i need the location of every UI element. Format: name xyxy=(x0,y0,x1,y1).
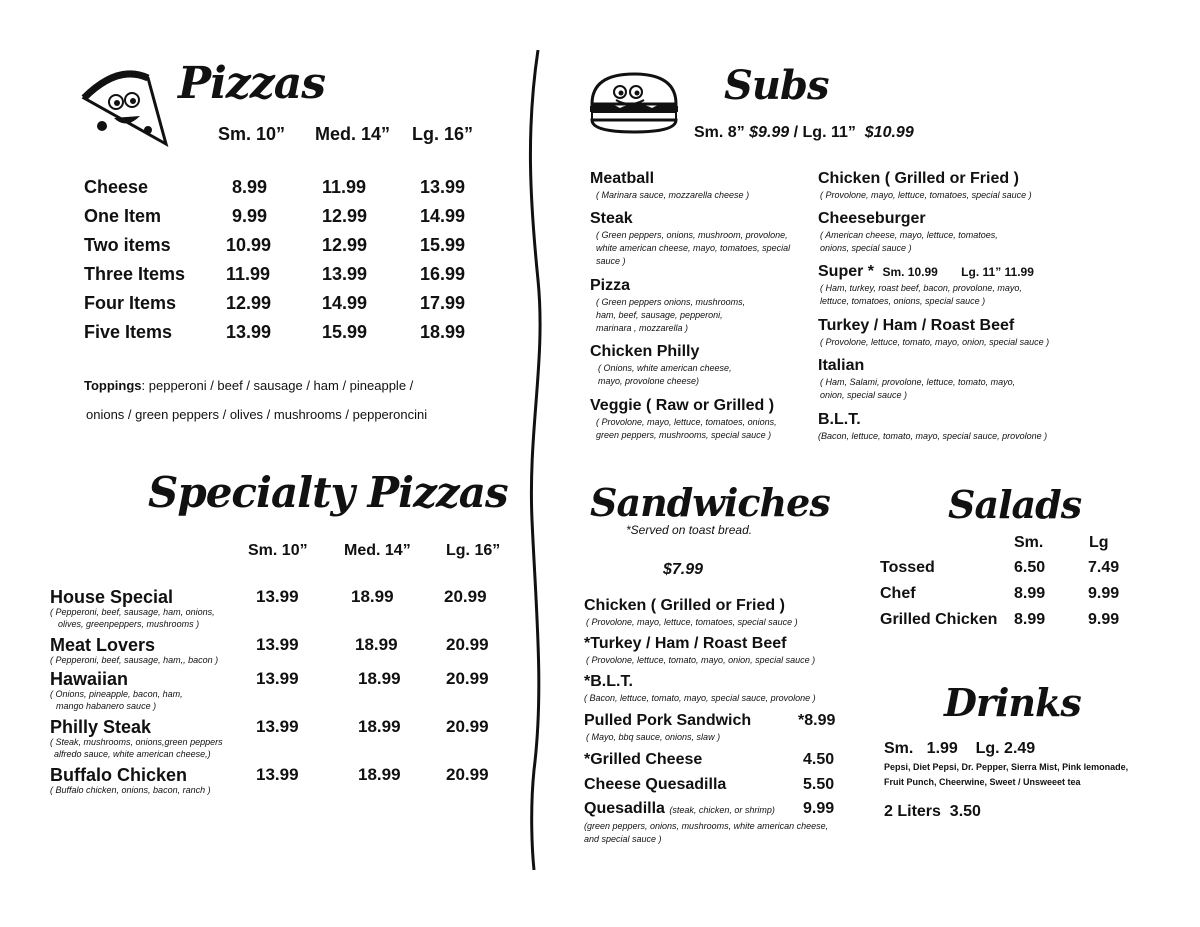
sub-item-name: B.L.T. xyxy=(818,411,861,428)
sub-item-name: Turkey / Ham / Roast Beef xyxy=(818,317,1015,334)
specialty-row-desc: alfredo sauce, white american cheese,) xyxy=(54,749,211,759)
specialty-row-sm: 13.99 xyxy=(256,635,299,654)
pizza-row-sm: 12.99 xyxy=(226,293,272,313)
sandwich-item-desc: (green peppers, onions, mushrooms, white american cheese, and special sauce ) xyxy=(584,821,829,844)
specialty-row-name: Hawaiian xyxy=(50,669,129,689)
pizza-row-name: Cheese xyxy=(84,177,149,197)
pizza-row-lg: 14.99 xyxy=(420,206,466,226)
sub-item-name: Steak xyxy=(590,210,633,227)
drinks-list-2: Fruit Punch, Cheerwine, Sweet / Unsweeet tea xyxy=(884,777,1081,787)
salads-title: Salads xyxy=(948,482,1082,527)
drinks-title: Drinks xyxy=(944,680,1081,725)
salad-row-sm: 8.99 xyxy=(1014,585,1046,602)
sandwich-item-name: *B.L.T. xyxy=(584,673,633,690)
drinks-two-liters: 2 Liters 3.50 xyxy=(884,803,981,820)
specialty-row-name: Buffalo Chicken xyxy=(50,765,188,785)
subs-lg-label: / Lg. 11” xyxy=(793,124,856,141)
specialty-row-name: Philly Steak xyxy=(50,717,152,737)
sub-item-desc: ( Ham, Salami, provolone, lettuce, tomato, mayo, onion, special sauce ) xyxy=(820,377,1016,400)
pizza-row-name: Two items xyxy=(84,235,171,255)
salad-row-lg: 9.99 xyxy=(1088,611,1120,628)
pizzas-size-sm: Sm. 10” xyxy=(218,124,286,144)
pizza-row-name: One Item xyxy=(84,206,162,226)
sub-item-extra-price: Sm. 10.99 Lg. 11” 11.99 xyxy=(882,265,1034,279)
specialty-row-desc: ( Buffalo chicken, onions, bacon, ranch ) xyxy=(50,785,211,795)
sub-item-name: Chicken ( Grilled or Fried ) xyxy=(818,170,1019,187)
specialty-row-lg: 20.99 xyxy=(446,669,489,688)
sub-item-desc: (Bacon, lettuce, tomato, mayo, special sauce, provolone ) xyxy=(818,431,1048,441)
column-divider xyxy=(520,50,550,870)
sub-item-desc: ( Ham, turkey, roast beef, bacon, provolone, mayo, lettuce, tomatoes, onions, special sauce ) xyxy=(820,283,1022,306)
sub-item-name: Veggie ( Raw or Grilled ) xyxy=(590,397,775,414)
sub-item-desc: ( Marinara sauce, mozzarella cheese ) xyxy=(596,190,750,200)
salad-row-name: Grilled Chicken xyxy=(880,611,998,628)
pizza-row-sm: 8.99 xyxy=(232,177,268,197)
pizzas-size-med: Med. 14” xyxy=(315,124,391,144)
drinks-prices: Sm. 1.99 Lg. 2.49 xyxy=(884,740,1036,757)
sandwich-item-quesadilla xyxy=(584,800,775,818)
pizza-row-med: 11.99 xyxy=(322,177,367,197)
sandwich-item-name: Pulled Pork Sandwich xyxy=(584,712,752,729)
sandwich-item-name: *Grilled Cheese xyxy=(584,751,703,768)
pizza-row-med: 12.99 xyxy=(322,206,368,226)
sandwich-item-name: Cheese Quesadilla xyxy=(584,776,727,793)
subs-title: Subs xyxy=(724,62,829,109)
sandwich-item-price: 4.50 xyxy=(803,751,835,768)
pizza-row-lg: 13.99 xyxy=(420,177,466,197)
pizza-row-med: 12.99 xyxy=(322,235,368,255)
sandwich-item-price: *8.99 xyxy=(798,712,836,729)
pizza-row-med: 13.99 xyxy=(322,264,368,284)
subs-sm-label: Sm. 8” xyxy=(694,124,745,141)
sandwiches-title: Sandwiches xyxy=(590,480,830,525)
subs-price-line xyxy=(694,124,914,142)
specialty-row-med: 18.99 xyxy=(355,635,398,654)
specialty-row-desc: olives, greenpeppers, mushrooms ) xyxy=(58,619,200,629)
sandwich-item-desc: ( Provolone, mayo, lettuce, tomatoes, special sauce ) xyxy=(586,617,798,627)
specialty-row-sm: 13.99 xyxy=(256,669,299,688)
pizza-row-sm: 10.99 xyxy=(226,235,272,255)
sandwich-item-inline: (steak, chicken, or shrimp) xyxy=(669,805,775,815)
salad-row-name: Tossed xyxy=(880,559,935,576)
specialty-row-sm: 13.99 xyxy=(256,765,299,784)
specialty-row-med: 18.99 xyxy=(358,717,401,736)
pizza-row-name: Five Items xyxy=(84,322,173,342)
salads-size-sm: Sm. xyxy=(1014,534,1044,551)
specialty-row-med: 18.99 xyxy=(351,587,394,606)
sub-item-name: Super * xyxy=(818,263,875,280)
salad-row-name: Chef xyxy=(880,585,916,602)
sub-item-desc: ( Provolone, lettuce, tomato, mayo, onion, special sauce ) xyxy=(820,337,1050,347)
sub-item-name: Meatball xyxy=(590,170,655,187)
toppings-line-1 xyxy=(84,378,413,393)
specialty-row-sm: 13.99 xyxy=(256,717,299,736)
sub-item-name: Pizza xyxy=(590,277,631,294)
specialty-size-lg: Lg. 16” xyxy=(446,542,501,559)
sandwiches-price: $7.99 xyxy=(663,561,704,578)
specialty-row-med: 18.99 xyxy=(358,669,401,688)
sandwich-item-name: Chicken ( Grilled or Fried ) xyxy=(584,597,785,614)
subs-lg-price: $10.99 xyxy=(864,124,914,141)
sandwich-item-price: 5.50 xyxy=(803,776,835,793)
sandwich-item-desc: ( Mayo, bbq sauce, onions, slaw ) xyxy=(586,732,721,742)
sub-item-desc: ( Provolone, mayo, lettuce, tomatoes, special sauce ) xyxy=(820,190,1032,200)
specialty-row-desc: ( Onions, pineapple, bacon, ham, xyxy=(50,689,183,699)
specialty-title: Specialty Pizzas xyxy=(148,468,508,517)
sandwiches-note: *Served on toast bread. xyxy=(626,523,753,537)
pizza-row-lg: 15.99 xyxy=(420,235,466,255)
specialty-row-desc: ( Pepperoni, beef, sausage, ham,, bacon ) xyxy=(50,655,219,665)
sub-item-super xyxy=(818,263,1034,281)
pizza-row-sm: 13.99 xyxy=(226,322,272,342)
specialty-row-lg: 20.99 xyxy=(446,635,489,654)
sub-item-desc: ( Provolone, mayo, lettuce, tomatoes, onions, green peppers, mushrooms, special sauce ) xyxy=(596,417,777,440)
specialty-row-sm: 13.99 xyxy=(256,587,299,606)
pizza-row-med: 14.99 xyxy=(322,293,368,313)
subs-sm-price: $9.99 xyxy=(749,124,790,141)
salad-row-sm: 8.99 xyxy=(1014,611,1046,628)
salad-row-lg: 9.99 xyxy=(1088,585,1120,602)
sandwich-item-desc: ( Provolone, lettuce, tomato, mayo, onion, special sauce ) xyxy=(586,655,816,665)
specialty-row-name: House Special xyxy=(50,587,174,607)
pizza-slice-icon xyxy=(78,68,174,158)
pizza-row-sm: 11.99 xyxy=(226,264,271,284)
toppings-list-2: onions / green peppers / olives / mushrooms / pepperoncini xyxy=(86,407,428,422)
sub-item-name: Cheeseburger xyxy=(818,210,926,227)
sandwich-item-name: Quesadilla xyxy=(584,800,665,817)
pizza-row-lg: 16.99 xyxy=(420,264,466,284)
pizzas-size-lg: Lg. 16” xyxy=(412,124,474,144)
specialty-size-med: Med. 14” xyxy=(344,542,411,559)
pizza-row-sm: 9.99 xyxy=(232,206,268,226)
pizza-row-name: Four Items xyxy=(84,293,177,313)
sub-item-name: Chicken Philly xyxy=(590,343,700,360)
sandwich-item-name: *Turkey / Ham / Roast Beef xyxy=(584,635,787,652)
sandwich-item-desc: ( Bacon, lettuce, tomato, mayo, special sauce, provolone ) xyxy=(584,693,816,703)
specialty-row-lg: 20.99 xyxy=(446,717,489,736)
specialty-row-lg: 20.99 xyxy=(444,587,487,606)
toppings-list-1: : pepperoni / beef / sausage / ham / pineapple / xyxy=(141,378,414,393)
specialty-row-lg: 20.99 xyxy=(446,765,489,784)
pizzas-title: Pizzas xyxy=(178,58,326,109)
specialty-row-name: Meat Lovers xyxy=(50,635,156,655)
specialty-size-sm: Sm. 10” xyxy=(248,542,308,559)
pizza-row-lg: 18.99 xyxy=(420,322,466,342)
sub-item-desc: ( Green peppers onions, mushrooms, ham, beef, sausage, pepperoni, marinara , mozzarella ) xyxy=(596,297,746,333)
sub-sandwich-icon xyxy=(586,70,682,136)
pizza-row-lg: 17.99 xyxy=(420,293,466,313)
sub-item-desc: ( Green peppers, onions, mushroom, provolone, white american cheese, mayo, tomatoes, special sauce ) xyxy=(596,230,791,266)
specialty-row-desc: mango habanero sauce ) xyxy=(56,701,157,711)
sub-item-desc: ( American cheese, mayo, lettuce, tomatoes, onions, special sauce ) xyxy=(820,230,998,253)
sub-item-name: Italian xyxy=(818,357,865,374)
sub-item-desc: ( Onions, white american cheese, mayo, provolone cheese) xyxy=(598,363,732,386)
specialty-row-med: 18.99 xyxy=(358,765,401,784)
pizza-row-name: Three Items xyxy=(84,264,186,284)
drinks-list-1: Pepsi, Diet Pepsi, Dr. Pepper, Sierra Mist, Pink lemonade, xyxy=(884,762,1129,772)
salad-row-lg: 7.49 xyxy=(1088,559,1120,576)
toppings-label: Toppings xyxy=(84,378,142,393)
salad-row-sm: 6.50 xyxy=(1014,559,1046,576)
pizza-row-med: 15.99 xyxy=(322,322,368,342)
specialty-row-desc: ( Steak, mushrooms, onions,green peppers xyxy=(50,737,223,747)
specialty-row-desc: ( Pepperoni, beef, sausage, ham, onions, xyxy=(50,607,215,617)
salads-size-lg: Lg xyxy=(1089,534,1109,551)
sandwich-item-price: 9.99 xyxy=(803,800,835,817)
